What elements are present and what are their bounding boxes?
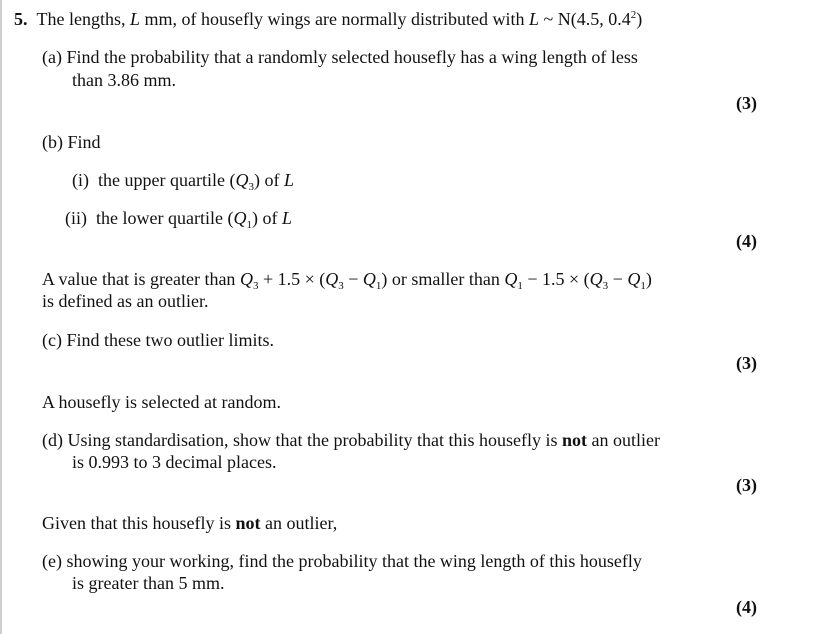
outlier-definition-line1: A value that is greater than $Q_3 + 1.5 \times (Q_3 - Q_1)$ or smaller than $Q_1 - 1.5 \times (Q_3 - Q_1)$ xyxy=(42,269,652,292)
part-b-label: (b) xyxy=(42,132,63,152)
part-a-marks: (3) xyxy=(736,93,757,113)
random-selection-text: A housefly is selected at random. xyxy=(42,392,281,412)
part-e-label: (e) xyxy=(42,551,62,571)
part-c-line: (c) Find these two outlier limits. xyxy=(42,330,274,350)
outlier-definition-line2: is defined as an outlier. xyxy=(42,291,209,311)
part-e-line2: is greater than 5 mm. xyxy=(72,573,225,593)
part-b-i: (i) the upper quartile $(Q_3)$ of L xyxy=(72,170,294,193)
page-left-border xyxy=(0,0,2,634)
question-intro: 5. The lengths, L mm, of housefly wings are normally distributed with L ~ N(4.5, $0.4^2$) xyxy=(14,9,643,29)
part-a-label: (a) xyxy=(42,47,62,67)
part-d-line2: is 0.993 to 3 decimal places. xyxy=(72,452,277,472)
part-d-label: (d) xyxy=(42,430,63,450)
part-c-marks: (3) xyxy=(736,353,757,373)
part-e-line1: (e) showing your working, find the probability that the wing length of this housefly xyxy=(42,551,642,571)
part-b-marks: (4) xyxy=(736,231,757,251)
part-b-heading: (b) Find xyxy=(42,132,101,152)
part-d-marks: (3) xyxy=(736,475,757,495)
part-d-line1: (d) Using standardisation, show that the probability that this housefly is not an outlier xyxy=(42,430,660,450)
part-a-line1: (a) Find the probability that a randomly selected housefly has a wing length of less xyxy=(42,47,638,67)
part-c-label: (c) xyxy=(42,330,62,350)
part-e-marks: (4) xyxy=(736,597,757,617)
given-condition: Given that this housefly is not an outlier, xyxy=(42,513,338,533)
question-number: 5. xyxy=(14,9,28,29)
part-b-ii: (ii) the lower quartile $(Q_1)$ of L xyxy=(65,208,292,231)
part-a-line2: than 3.86 mm. xyxy=(72,70,176,90)
